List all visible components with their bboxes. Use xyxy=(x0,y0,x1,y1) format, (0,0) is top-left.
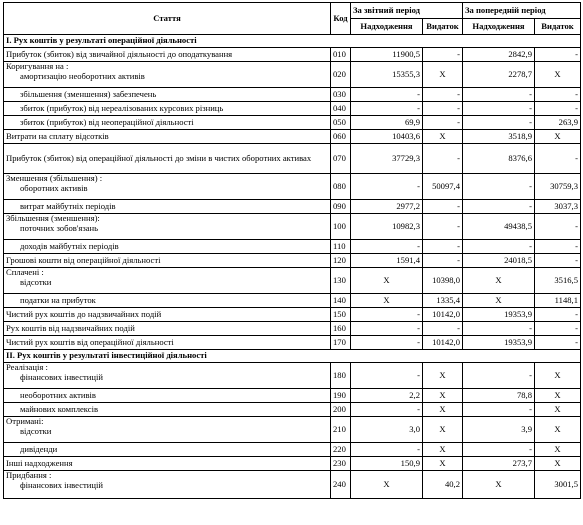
current-outflow-cell: X xyxy=(423,62,463,88)
previous-outflow-cell: X xyxy=(535,62,581,88)
row-code: 050 xyxy=(331,116,351,130)
row-article-sublabel: фінансових інвестицій xyxy=(20,479,103,490)
current-inflow-cell: - xyxy=(351,322,423,336)
previous-inflow-cell: 8376,6 xyxy=(463,144,535,174)
table-row xyxy=(4,254,581,268)
previous-inflow-cell: 19353,9 xyxy=(463,336,535,350)
previous-outflow-cell: - xyxy=(535,102,581,116)
table-row xyxy=(4,389,581,403)
previous-outflow-cell: - xyxy=(535,144,581,174)
previous-outflow-cell: 3516,5 xyxy=(535,268,581,294)
row-article-label: збільшення (зменшення) забезпечень xyxy=(20,88,157,99)
table-row xyxy=(4,417,581,443)
row-article xyxy=(4,102,331,116)
table-row xyxy=(4,144,581,174)
row-article-label: Реалізація : xyxy=(6,362,48,372)
row-article-label: доходів майбутніх періодів xyxy=(20,240,119,251)
current-outflow-cell: - xyxy=(423,48,463,62)
row-article-sublabel: амортизацію необоротних активів xyxy=(20,70,145,81)
row-code: 210 xyxy=(331,417,351,443)
previous-outflow-cell: - xyxy=(535,322,581,336)
row-article-label: Чистий рух коштів до надзвичайних подій xyxy=(6,308,162,319)
row-article-label: витрат майбутніх періодів xyxy=(20,200,116,211)
row-article-label: Прибуток (збиток) від звичайної діяльності до оподаткування xyxy=(6,48,233,59)
table-row xyxy=(4,102,581,116)
row-code: 170 xyxy=(331,336,351,350)
row-article xyxy=(4,254,331,268)
header-previous-in: Надходження xyxy=(463,19,535,35)
previous-inflow-cell: X xyxy=(463,294,535,308)
row-article-sublabel: фінансових інвестицій xyxy=(20,371,103,382)
row-article-sublabel: оборотних активів xyxy=(20,182,88,193)
row-article xyxy=(4,389,331,403)
row-article-label: Збільшення (зменшення): xyxy=(6,213,100,223)
table-row xyxy=(4,363,581,389)
section-row xyxy=(4,350,581,363)
previous-inflow-cell: - xyxy=(463,88,535,102)
previous-outflow-cell: - xyxy=(535,214,581,240)
current-inflow-cell: 10982,3 xyxy=(351,214,423,240)
current-outflow-cell: 50097,4 xyxy=(423,174,463,200)
previous-outflow-cell: X xyxy=(535,457,581,471)
current-inflow-cell: - xyxy=(351,240,423,254)
previous-outflow-cell: - xyxy=(535,308,581,322)
current-inflow-cell: - xyxy=(351,363,423,389)
row-article-label: збиток (прибуток) від нереалізованих курсових різниць xyxy=(20,102,224,113)
table-row xyxy=(4,294,581,308)
table-row xyxy=(4,214,581,240)
current-inflow-cell: 69,9 xyxy=(351,116,423,130)
current-outflow-cell: - xyxy=(423,144,463,174)
current-outflow-cell: 40,2 xyxy=(423,471,463,499)
table-row xyxy=(4,130,581,144)
current-outflow-cell: - xyxy=(423,102,463,116)
current-inflow-cell: 11900,5 xyxy=(351,48,423,62)
row-article-label: Грошові кошти від операційної діяльності xyxy=(6,254,161,265)
previous-outflow-cell: - xyxy=(535,254,581,268)
previous-inflow-cell: 19353,9 xyxy=(463,308,535,322)
row-code: 100 xyxy=(331,214,351,240)
row-article xyxy=(4,471,331,499)
row-code: 190 xyxy=(331,389,351,403)
section-row xyxy=(4,35,581,48)
current-inflow-cell: X xyxy=(351,471,423,499)
table-row xyxy=(4,322,581,336)
current-inflow-cell: 2,2 xyxy=(351,389,423,403)
previous-outflow-cell: X xyxy=(535,417,581,443)
current-inflow-cell: - xyxy=(351,308,423,322)
row-article-label: Придбання : xyxy=(6,470,52,480)
row-code: 240 xyxy=(331,471,351,499)
previous-outflow-cell: X xyxy=(535,443,581,457)
row-code: 130 xyxy=(331,268,351,294)
previous-outflow-cell: X xyxy=(535,130,581,144)
row-article xyxy=(4,214,331,240)
row-article xyxy=(4,200,331,214)
previous-outflow-cell: X xyxy=(535,403,581,417)
previous-outflow-cell: X xyxy=(535,389,581,403)
row-article-label: необоротних активів xyxy=(20,389,96,400)
current-outflow-cell: 10398,0 xyxy=(423,268,463,294)
previous-inflow-cell: 2278,7 xyxy=(463,62,535,88)
row-article-label: Коригування на : xyxy=(6,61,69,71)
previous-outflow-cell: - xyxy=(535,48,581,62)
row-article-label: податки на прибуток xyxy=(20,294,96,305)
row-article xyxy=(4,363,331,389)
table-row xyxy=(4,308,581,322)
table-row xyxy=(4,443,581,457)
table-row xyxy=(4,174,581,200)
header-previous-period: За попередній період xyxy=(463,3,581,19)
previous-inflow-cell: X xyxy=(463,471,535,499)
row-article-label: Інші надходження xyxy=(6,457,73,468)
previous-outflow-cell: 3037,3 xyxy=(535,200,581,214)
previous-inflow-cell: - xyxy=(463,240,535,254)
previous-inflow-cell: 3518,9 xyxy=(463,130,535,144)
previous-inflow-cell: - xyxy=(463,363,535,389)
row-article xyxy=(4,294,331,308)
current-outflow-cell: X xyxy=(423,389,463,403)
previous-outflow-cell: 1148,1 xyxy=(535,294,581,308)
row-code: 230 xyxy=(331,457,351,471)
row-code: 180 xyxy=(331,363,351,389)
previous-inflow-cell: - xyxy=(463,443,535,457)
current-outflow-cell: X xyxy=(423,403,463,417)
row-code: 200 xyxy=(331,403,351,417)
current-inflow-cell: 3,0 xyxy=(351,417,423,443)
header-previous-out: Видаток xyxy=(535,19,581,35)
previous-outflow-cell: - xyxy=(535,88,581,102)
previous-inflow-cell: 273,7 xyxy=(463,457,535,471)
row-article-label: майнових комплексів xyxy=(20,403,99,414)
row-code: 090 xyxy=(331,200,351,214)
row-article xyxy=(4,403,331,417)
current-outflow-cell: - xyxy=(423,322,463,336)
row-article xyxy=(4,322,331,336)
row-article xyxy=(4,130,331,144)
table-row xyxy=(4,268,581,294)
row-code: 220 xyxy=(331,443,351,457)
row-article-label: Рух коштів від надзвичайних подій xyxy=(6,322,135,333)
row-article xyxy=(4,240,331,254)
current-inflow-cell: 10403,6 xyxy=(351,130,423,144)
previous-outflow-cell: 3001,5 xyxy=(535,471,581,499)
current-outflow-cell: X xyxy=(423,443,463,457)
previous-outflow-cell: - xyxy=(535,336,581,350)
previous-inflow-cell: 78,8 xyxy=(463,389,535,403)
current-outflow-cell: 10142,0 xyxy=(423,308,463,322)
row-article-label: Отримані: xyxy=(6,416,44,426)
row-article-label: Витрати на сплату відсотків xyxy=(6,130,109,141)
previous-inflow-cell: - xyxy=(463,403,535,417)
row-code: 150 xyxy=(331,308,351,322)
header-current-out: Видаток xyxy=(423,19,463,35)
header-current-period: За звітний період xyxy=(351,3,463,19)
row-article xyxy=(4,174,331,200)
current-outflow-cell: - xyxy=(423,88,463,102)
row-code: 020 xyxy=(331,62,351,88)
current-outflow-cell: - xyxy=(423,240,463,254)
current-inflow-cell: 1591,4 xyxy=(351,254,423,268)
row-article xyxy=(4,443,331,457)
table-row xyxy=(4,240,581,254)
row-code: 110 xyxy=(331,240,351,254)
current-inflow-cell: 2977,2 xyxy=(351,200,423,214)
row-article xyxy=(4,457,331,471)
row-code: 070 xyxy=(331,144,351,174)
current-outflow-cell: - xyxy=(423,116,463,130)
row-article-sublabel: відсотки xyxy=(20,425,52,436)
row-article-sublabel: відсотки xyxy=(20,276,52,287)
cash-flow-table xyxy=(3,2,581,499)
current-outflow-cell: 1335,4 xyxy=(423,294,463,308)
current-inflow-cell: - xyxy=(351,443,423,457)
row-code: 080 xyxy=(331,174,351,200)
row-code: 140 xyxy=(331,294,351,308)
row-article xyxy=(4,417,331,443)
table-row xyxy=(4,457,581,471)
table-row xyxy=(4,200,581,214)
row-article-label: Зменшення (збільшення) : xyxy=(6,173,103,183)
previous-inflow-cell: X xyxy=(463,268,535,294)
row-article-label: дивіденди xyxy=(20,443,58,454)
row-article xyxy=(4,62,331,88)
current-inflow-cell: - xyxy=(351,88,423,102)
current-inflow-cell: - xyxy=(351,174,423,200)
current-inflow-cell: 150,9 xyxy=(351,457,423,471)
row-code: 060 xyxy=(331,130,351,144)
current-outflow-cell: - xyxy=(423,214,463,240)
previous-inflow-cell: - xyxy=(463,200,535,214)
previous-inflow-cell: 3,9 xyxy=(463,417,535,443)
previous-inflow-cell: - xyxy=(463,322,535,336)
table-row xyxy=(4,88,581,102)
previous-outflow-cell: 263,9 xyxy=(535,116,581,130)
table-row xyxy=(4,116,581,130)
table-row xyxy=(4,471,581,499)
current-outflow-cell: 10142,0 xyxy=(423,336,463,350)
row-article xyxy=(4,144,331,174)
current-outflow-cell: X xyxy=(423,457,463,471)
table-body xyxy=(4,35,581,499)
row-article-sublabel: поточних зобов'язань xyxy=(20,222,99,233)
row-article-label: Сплачені : xyxy=(6,267,44,277)
row-article xyxy=(4,48,331,62)
header-current-in: Надходження xyxy=(351,19,423,35)
row-article-label: збиток (прибуток) від неопераційної діяльності xyxy=(20,116,194,127)
current-inflow-cell: - xyxy=(351,102,423,116)
row-code: 030 xyxy=(331,88,351,102)
row-article-label: Чистий рух коштів від операційної діяльності xyxy=(6,336,174,347)
previous-inflow-cell: - xyxy=(463,116,535,130)
row-article xyxy=(4,268,331,294)
row-code: 010 xyxy=(331,48,351,62)
previous-inflow-cell: - xyxy=(463,174,535,200)
previous-inflow-cell: 24018,5 xyxy=(463,254,535,268)
row-article-label: Прибуток (збиток) від операційної діяльності до зміни в чистих оборотних активах xyxy=(6,152,312,163)
previous-outflow-cell: - xyxy=(535,240,581,254)
table-row xyxy=(4,62,581,88)
current-inflow-cell: - xyxy=(351,336,423,350)
current-outflow-cell: X xyxy=(423,130,463,144)
row-article xyxy=(4,116,331,130)
current-inflow-cell: X xyxy=(351,268,423,294)
header-code: Код xyxy=(331,3,351,35)
row-article xyxy=(4,88,331,102)
section-title: I. Рух коштів у результаті операційної діяльності xyxy=(4,35,581,48)
current-outflow-cell: X xyxy=(423,363,463,389)
current-inflow-cell: X xyxy=(351,294,423,308)
row-article xyxy=(4,336,331,350)
current-inflow-cell: - xyxy=(351,403,423,417)
table-row xyxy=(4,403,581,417)
row-code: 040 xyxy=(331,102,351,116)
current-outflow-cell: - xyxy=(423,254,463,268)
previous-inflow-cell: 49438,5 xyxy=(463,214,535,240)
current-outflow-cell: - xyxy=(423,200,463,214)
section-title: II. Рух коштів у результаті інвестиційної діяльності xyxy=(4,350,581,363)
table-row xyxy=(4,336,581,350)
previous-outflow-cell: 30759,3 xyxy=(535,174,581,200)
table-row xyxy=(4,48,581,62)
current-outflow-cell: X xyxy=(423,417,463,443)
previous-inflow-cell: 2842,9 xyxy=(463,48,535,62)
current-inflow-cell: 15355,3 xyxy=(351,62,423,88)
previous-outflow-cell: X xyxy=(535,363,581,389)
row-article xyxy=(4,308,331,322)
header-article: Стаття xyxy=(4,3,331,35)
previous-inflow-cell: - xyxy=(463,102,535,116)
current-inflow-cell: 37729,3 xyxy=(351,144,423,174)
row-code: 120 xyxy=(331,254,351,268)
row-code: 160 xyxy=(331,322,351,336)
